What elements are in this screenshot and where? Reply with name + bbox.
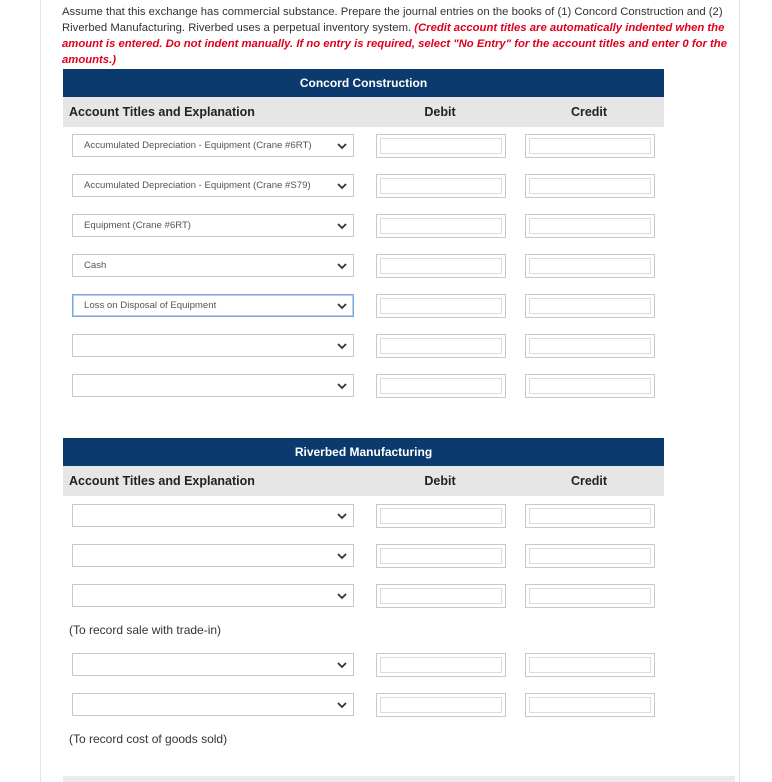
credit-input[interactable] (525, 254, 655, 278)
chevron-down-icon (337, 139, 347, 153)
chevron-down-icon (337, 179, 347, 193)
chevron-down-icon (337, 589, 347, 603)
debit-input[interactable] (376, 374, 506, 398)
chevron-down-icon (337, 658, 347, 672)
account-select[interactable] (72, 653, 354, 676)
riverbed-title: Riverbed Manufacturing (294, 445, 433, 459)
account-select[interactable] (72, 294, 354, 317)
account-select[interactable] (72, 334, 354, 357)
chevron-down-icon (337, 219, 347, 233)
debit-input[interactable] (376, 504, 506, 528)
account-select[interactable] (72, 254, 354, 277)
debit-header: Debit (424, 474, 456, 488)
instructions-highlight: (Credit account titles are automatically indented when the amount is entered. Do not indent manually. If no entry is required, select "No Entry" for the account titles and enter 0 for the amounts.) (62, 22, 727, 66)
account-select[interactable] (72, 374, 354, 397)
debit-input[interactable] (376, 693, 506, 717)
chevron-down-icon (337, 259, 347, 273)
account-select[interactable] (72, 214, 354, 237)
credit-input[interactable] (525, 294, 655, 318)
account-select[interactable] (72, 134, 354, 157)
credit-input[interactable] (525, 504, 655, 528)
chevron-down-icon (337, 698, 347, 712)
credit-input[interactable] (525, 653, 655, 677)
account-select[interactable] (72, 693, 354, 716)
debit-input[interactable] (376, 214, 506, 238)
account-header: Account Titles and Explanation (69, 105, 255, 119)
riverbed-section (63, 438, 664, 746)
credit-input[interactable] (525, 693, 655, 717)
credit-header: Credit (570, 474, 608, 488)
debit-input[interactable] (376, 653, 506, 677)
account-select[interactable] (72, 504, 354, 527)
account-select-value: Loss on Disposal of Equipment (84, 300, 217, 311)
credit-input[interactable] (525, 374, 655, 398)
debit-input[interactable] (376, 174, 506, 198)
debit-input[interactable] (376, 294, 506, 318)
account-select-value: Accumulated Depreciation - Equipment (Crane #6RT) (84, 140, 312, 151)
credit-header: Credit (570, 105, 608, 119)
concord-title: Concord Construction (299, 76, 428, 90)
riverbed-title-bar (63, 438, 664, 466)
riverbed-column-header (63, 466, 664, 496)
account-select[interactable] (72, 544, 354, 567)
credit-input[interactable] (525, 544, 655, 568)
chevron-down-icon (337, 509, 347, 523)
chevron-down-icon (337, 379, 347, 393)
chevron-down-icon (337, 299, 347, 313)
account-select-value: Equipment (Crane #6RT) (84, 220, 192, 231)
concord-column-header (63, 97, 664, 127)
debit-input[interactable] (376, 134, 506, 158)
instructions-text: Assume that this exchange has commercial substance. Prepare the journal entries on the books of (1) Concord Construction and (2) Riverbed Manufacturing. Riverbed uses a perpetual inventory system. (62, 6, 723, 34)
cogs-explanation-note: (To record cost of goods sold) (69, 732, 228, 746)
frame-left-border (40, 0, 41, 782)
debit-header: Debit (424, 105, 456, 119)
account-select[interactable] (72, 584, 354, 607)
credit-input[interactable] (525, 134, 655, 158)
credit-input[interactable] (525, 334, 655, 358)
concord-title-bar (63, 69, 664, 97)
account-header: Account Titles and Explanation (69, 474, 255, 488)
next-section-edge (63, 776, 735, 782)
instructions (62, 4, 732, 68)
chevron-down-icon (337, 549, 347, 563)
credit-input[interactable] (525, 214, 655, 238)
debit-input[interactable] (376, 544, 506, 568)
debit-input[interactable] (376, 584, 506, 608)
sale-explanation-note: (To record sale with trade-in) (69, 623, 222, 637)
account-select[interactable] (72, 174, 354, 197)
account-select-value: Accumulated Depreciation - Equipment (Crane #S79) (84, 180, 311, 191)
debit-input[interactable] (376, 334, 506, 358)
account-select-value: Cash (84, 260, 107, 271)
frame-right-border (739, 0, 740, 782)
credit-input[interactable] (525, 174, 655, 198)
credit-input[interactable] (525, 584, 655, 608)
chevron-down-icon (337, 339, 347, 353)
concord-section (63, 69, 664, 311)
debit-input[interactable] (376, 254, 506, 278)
